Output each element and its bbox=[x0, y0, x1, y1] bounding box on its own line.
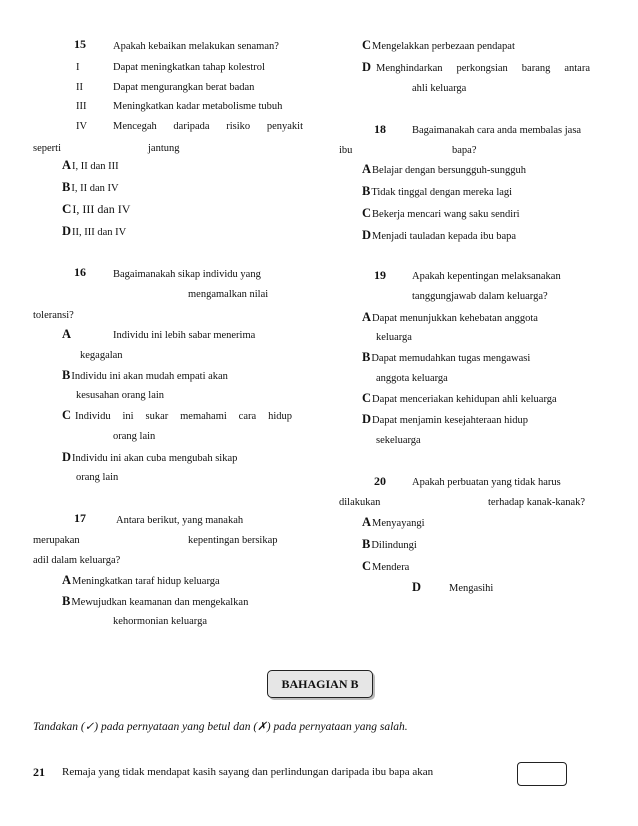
q15-roman-text: Meningkatkan kadar metabolisme tubuh bbox=[113, 101, 283, 112]
q16-option-c-line1: Individu ini sukar memahami cara hidup bbox=[75, 411, 292, 422]
q16-option-c[interactable] bbox=[62, 408, 72, 424]
option-text: II, III dan IV bbox=[72, 227, 127, 238]
option-letter: B bbox=[62, 594, 71, 608]
q17-option-b-line2: kehormonian keluarga bbox=[113, 616, 207, 627]
q15-roman-num: I bbox=[76, 62, 80, 73]
q16-option-d[interactable] bbox=[62, 450, 237, 466]
option-text: Menjadi tauladan kepada ibu bapa bbox=[372, 231, 517, 242]
option-letter: D bbox=[62, 450, 72, 464]
option-letter: D bbox=[62, 224, 72, 238]
q20-stem-line1: Apakah perbuatan yang tidak harus bbox=[412, 477, 561, 488]
q18-option-b[interactable] bbox=[362, 184, 512, 200]
q20-number: 20 bbox=[374, 474, 386, 488]
q15-wrap-rest: jantung bbox=[148, 143, 180, 154]
option-letter: D bbox=[362, 412, 372, 426]
q20-option-b[interactable] bbox=[362, 537, 417, 553]
option-letter: A bbox=[62, 158, 72, 172]
section-b-instruction: Tandakan (✓) pada pernyataan yang betul dan (✗) pada pernyataan yang salah. bbox=[33, 721, 408, 733]
q15-option-c[interactable] bbox=[62, 202, 130, 218]
q18-stem-wrap-left: ibu bbox=[339, 145, 353, 156]
q20-option-d[interactable] bbox=[412, 580, 422, 596]
q16-option-d-line2: orang lain bbox=[76, 472, 119, 483]
q20-stem-wrap-right: terhadap kanak-kanak? bbox=[488, 497, 586, 508]
q16-option-a[interactable] bbox=[62, 327, 72, 343]
option-letter: A bbox=[62, 327, 72, 341]
q17-option-d[interactable] bbox=[362, 60, 372, 76]
option-text: Dapat menjamin kesejahteraan hidup bbox=[372, 415, 529, 426]
q19-option-b-line2: anggota keluarga bbox=[376, 373, 448, 384]
q19-option-b[interactable] bbox=[362, 350, 530, 366]
q16-option-c-line2: orang lain bbox=[113, 431, 156, 442]
option-text: Mendera bbox=[372, 562, 410, 573]
q15-stem: Apakah kebaikan melakukan senaman? bbox=[113, 41, 279, 52]
option-letter: B bbox=[62, 180, 71, 194]
option-letter: C bbox=[62, 408, 72, 422]
q18-stem-wrap-right: bapa? bbox=[452, 145, 477, 156]
q20-option-d-text: Mengasihi bbox=[449, 583, 494, 594]
option-text: Individu ini akan cuba mengubah sikap bbox=[72, 453, 238, 464]
q15-roman-text: Dapat mengurangkan berat badan bbox=[113, 82, 255, 93]
q19-stem-line1: Apakah kepentingan melaksanakan bbox=[412, 271, 561, 282]
q15-option-d[interactable] bbox=[62, 224, 126, 240]
option-text: Dapat menceriakan kehidupan ahli keluarga bbox=[372, 394, 557, 405]
option-letter: C bbox=[62, 201, 72, 216]
q19-number: 19 bbox=[374, 268, 386, 282]
q20-option-c[interactable] bbox=[362, 559, 409, 575]
option-letter: B bbox=[362, 350, 371, 364]
q16-option-b-line2: kesusahan orang lain bbox=[76, 390, 165, 401]
option-letter: D bbox=[362, 60, 372, 74]
q16-stem-line2: mengamalkan nilai bbox=[188, 289, 269, 300]
option-text: I, II dan III bbox=[72, 161, 119, 172]
q15-option-a[interactable] bbox=[62, 158, 119, 174]
q21-text: Remaja yang tidak mendapat kasih sayang dan perlindungan daripada ibu bapa akan bbox=[62, 766, 434, 778]
q19-option-c[interactable] bbox=[362, 391, 557, 407]
q16-option-a-line1: Individu ini lebih sabar menerima bbox=[113, 330, 256, 341]
q16-stem-line1: Bagaimanakah sikap individu yang bbox=[113, 269, 261, 280]
q15-roman-num: IV bbox=[76, 121, 88, 132]
q17-stem-wrap-left: merupakan bbox=[33, 535, 80, 546]
q15-roman-num: III bbox=[76, 101, 87, 112]
option-letter: A bbox=[362, 162, 372, 176]
q15-wrap-word: seperti bbox=[33, 143, 61, 154]
q17-option-a[interactable] bbox=[62, 573, 220, 589]
option-text: Meningkatkan taraf hidup keluarga bbox=[72, 576, 220, 587]
option-text: Dilindungi bbox=[371, 540, 417, 551]
option-letter: B bbox=[362, 537, 371, 551]
q20-stem-wrap-left: dilakukan bbox=[339, 497, 381, 508]
q17-option-d-line2: ahli keluarga bbox=[412, 83, 467, 94]
option-text: Belajar dengan bersungguh-sungguh bbox=[372, 165, 526, 176]
option-letter: C bbox=[362, 38, 372, 52]
option-letter: C bbox=[362, 391, 372, 405]
option-text: Tidak tinggal dengan mereka lagi bbox=[371, 187, 513, 198]
option-letter: B bbox=[362, 184, 371, 198]
q17-stem-line1: Antara berikut, yang manakah bbox=[116, 515, 244, 526]
q16-number: 16 bbox=[74, 265, 86, 279]
section-b-badge: BAHAGIAN B bbox=[267, 670, 373, 698]
q18-stem-line1: Bagaimanakah cara anda membalas jasa bbox=[412, 125, 582, 136]
q15-roman-text: Dapat meningkatkan tahap kolestrol bbox=[113, 62, 265, 73]
q18-option-a[interactable] bbox=[362, 162, 526, 178]
q19-option-a[interactable] bbox=[362, 310, 538, 326]
q15-roman-num: II bbox=[76, 82, 83, 93]
option-text: I, II dan IV bbox=[71, 183, 119, 194]
option-text: Individu ini akan mudah empati akan bbox=[71, 371, 228, 382]
option-text: Dapat memudahkan tugas mengawasi bbox=[371, 353, 531, 364]
q17-option-b[interactable] bbox=[62, 594, 248, 610]
option-letter: A bbox=[62, 573, 72, 587]
option-text: Dapat menunjukkan kehebatan anggota bbox=[372, 313, 538, 324]
q19-option-d-line2: sekeluarga bbox=[376, 435, 421, 446]
q17-stem-line3: adil dalam keluarga? bbox=[33, 555, 121, 566]
q17-number: 17 bbox=[74, 511, 86, 525]
option-text: Menyayangi bbox=[372, 518, 425, 529]
option-letter: B bbox=[62, 368, 71, 382]
q18-option-d[interactable] bbox=[362, 228, 516, 244]
q17-stem-wrap-right: kepentingan bersikap bbox=[188, 535, 278, 546]
option-text: Mengelakkan perbezaan pendapat bbox=[372, 41, 515, 52]
q19-option-d[interactable] bbox=[362, 412, 528, 428]
option-letter: C bbox=[362, 206, 372, 220]
q21-answer-box[interactable] bbox=[517, 762, 567, 786]
q19-option-a-line2: keluarga bbox=[376, 332, 412, 343]
q21-number: 21 bbox=[33, 765, 45, 779]
option-text: I, III dan IV bbox=[72, 202, 131, 216]
q19-stem-line2: tanggungjawab dalam keluarga? bbox=[412, 291, 548, 302]
option-letter: D bbox=[362, 228, 372, 242]
option-letter: C bbox=[362, 559, 372, 573]
q16-option-a-line2: kegagalan bbox=[80, 350, 123, 361]
q16-stem-wrap: toleransi? bbox=[33, 310, 74, 321]
q15-number: 15 bbox=[74, 37, 86, 51]
q20-option-a[interactable] bbox=[362, 515, 425, 531]
q17-option-d-line1: Menghindarkan perkongsian barang antara bbox=[376, 63, 590, 74]
q17-option-c[interactable] bbox=[362, 38, 515, 54]
q15-roman-text: Mencegah daripada risiko penyakit bbox=[113, 121, 303, 132]
option-text: Bekerja mencari wang saku sendiri bbox=[372, 209, 520, 220]
q15-option-b[interactable] bbox=[62, 180, 119, 196]
option-letter: A bbox=[362, 515, 372, 529]
q18-number: 18 bbox=[374, 122, 386, 136]
option-text: Mewujudkan keamanan dan mengekalkan bbox=[71, 597, 249, 608]
option-letter: D bbox=[412, 580, 422, 594]
q18-option-c[interactable] bbox=[362, 206, 520, 222]
q16-option-b[interactable] bbox=[62, 368, 228, 384]
option-letter: A bbox=[362, 310, 372, 324]
